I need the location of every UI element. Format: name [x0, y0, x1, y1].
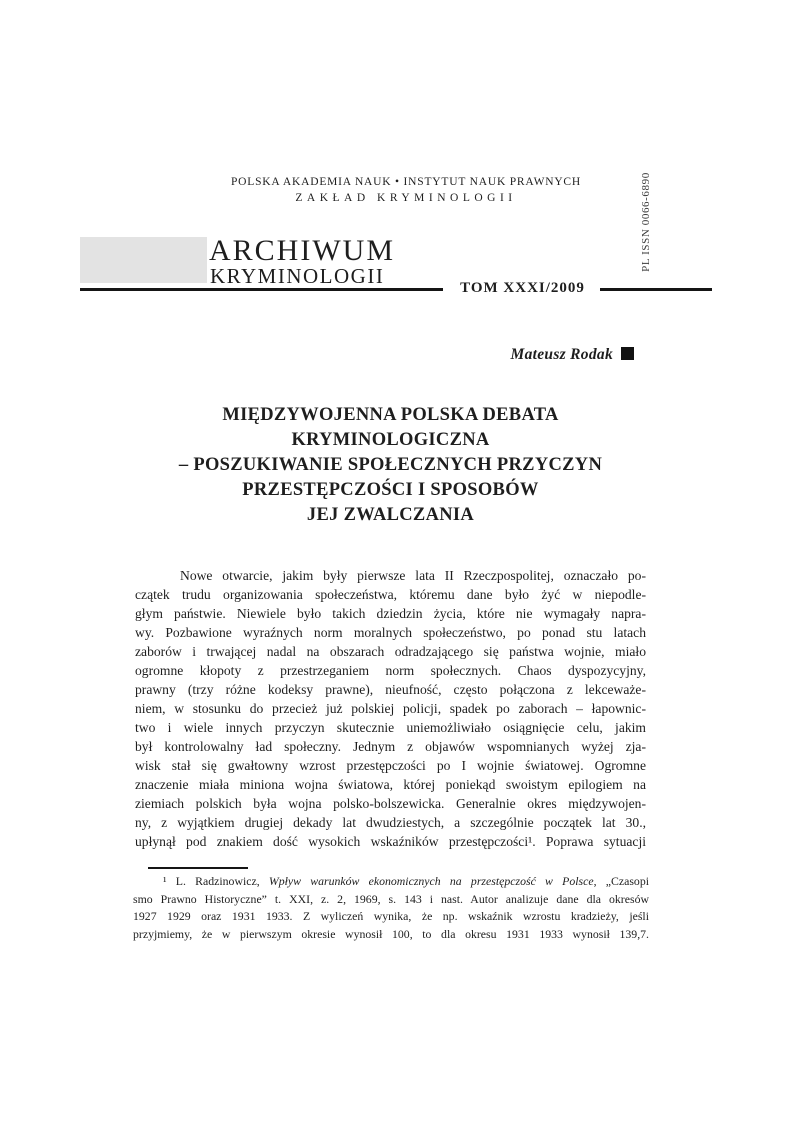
- footnote-line: 1927 1929 oraz 1931 1933. Z wyliczeń wynika, że np. wskaźnik wzrostu kradzieży, jeśli: [133, 909, 649, 923]
- footnote-rule: [148, 867, 248, 869]
- body-line: niem, w stosunku do przecież już polskiej policji, spadek po zaborach – łapownic-: [135, 701, 646, 716]
- volume-label: TOM XXXI/2009: [460, 280, 585, 296]
- body-line: two i wiele innych przyczyn skutecznie uniemożliwiało osiągnięcie celu, jakim: [135, 720, 646, 735]
- volume-rule-right: [600, 288, 712, 291]
- body-line: upłynął pod znakiem dość wysokich wskaźników przestępczości¹. Poprawa sytuacji: [135, 834, 646, 849]
- body-line: prawny (trzy różne kodeksy prawne), nieufność, często połączona z lekceważe-: [135, 682, 646, 697]
- footnote: [133, 873, 649, 943]
- body-line: był kontrolowalny ład społeczny. Jednym z objawów wspomnianych wyżej zja-: [135, 739, 646, 754]
- body-line: głym państwie. Niewiele było takich dziedzin życia, które nie wymagały napra-: [135, 606, 646, 621]
- footnote-line: smo Prawno Historyczne” t. XXI, z. 2, 1969, s. 143 i nast. Autor analizuje dane dla okresów: [133, 891, 649, 906]
- masthead-institution: POLSKA AKADEMIA NAUK • INSTYTUT NAUK PRAWNYCH: [230, 176, 582, 188]
- body-line: wy. Pozbawione wyraźnych norm moralnych społeczeństwo, po ponad stu latach: [135, 625, 646, 640]
- body-line: ogromne kłopoty z przestrzeganiem norm społecznych. Chaos dyspozycyjny,: [135, 663, 646, 678]
- article-title-line: KRYMINOLOGICZNA: [291, 430, 490, 450]
- footnote-ref-number: ¹ L. Radzinowicz,: [163, 874, 269, 888]
- journal-title: ARCHIWUM: [209, 234, 395, 267]
- body-line: ny, z wyjątkiem drugiej dekady lat dwudziestych, a szczególnie początek lat 30.,: [135, 815, 646, 830]
- article-body: [135, 566, 646, 851]
- author-line: [200, 346, 634, 364]
- article-title-line: – POSZUKIWANIE SPOŁECZNYCH PRZYCZYN: [178, 455, 603, 475]
- body-line: ziemiach polskich była wojna polsko-bolszewicka. Generalnie okres międzywojen-: [135, 796, 646, 811]
- article-title: [135, 403, 646, 528]
- article-title-line: JEJ ZWALCZANIA: [306, 505, 475, 525]
- footnote-journal-name: , „Czasopi: [593, 874, 649, 888]
- author-marker-icon: [621, 347, 634, 360]
- issn-label: PL ISSN 0066-6890: [640, 172, 652, 272]
- volume-rule-left: [80, 288, 443, 291]
- masthead: [96, 176, 716, 204]
- body-line: zaborów i trwającej nadal na obszarach odradzającego się państwa wojnie, miało: [135, 644, 646, 659]
- masthead-department: ZAKŁAD KRYMINOLOGII: [295, 192, 517, 204]
- journal-logo-box: [80, 237, 207, 283]
- body-line: znaczenie miała miniona wojna światowa, której poniekąd swoistym epilogiem na: [135, 777, 646, 792]
- author-name: Mateusz Rodak: [510, 346, 613, 363]
- footnote-work-title: Wpływ warunków ekonomicznych na przestępczość w Polsce: [268, 874, 594, 888]
- body-line: Nowe otwarcie, jakim były pierwsze lata II Rzeczpospolitej, oznaczało po-: [180, 568, 646, 583]
- footnote-line: [133, 873, 649, 891]
- journal-subtitle: KRYMINOLOGII: [210, 264, 385, 288]
- body-line: wisk stał się gwałtowny wzrost przestępczości po I wojnie światowej. Ogromne: [135, 758, 646, 773]
- article-title-line: PRZESTĘPCZOŚCI I SPOSOBÓW: [242, 480, 539, 500]
- article-title-line: MIĘDZYWOJENNA POLSKA DEBATA: [222, 405, 559, 425]
- body-line: czątek trudu organizowania społeczeństwa, któremu dane było żyć w niepodle-: [135, 587, 646, 602]
- footnote-line: przyjmiemy, że w pierwszym okresie wynosił 100, to dla okresu 1931 1933 wynosił 139,7.: [133, 926, 649, 941]
